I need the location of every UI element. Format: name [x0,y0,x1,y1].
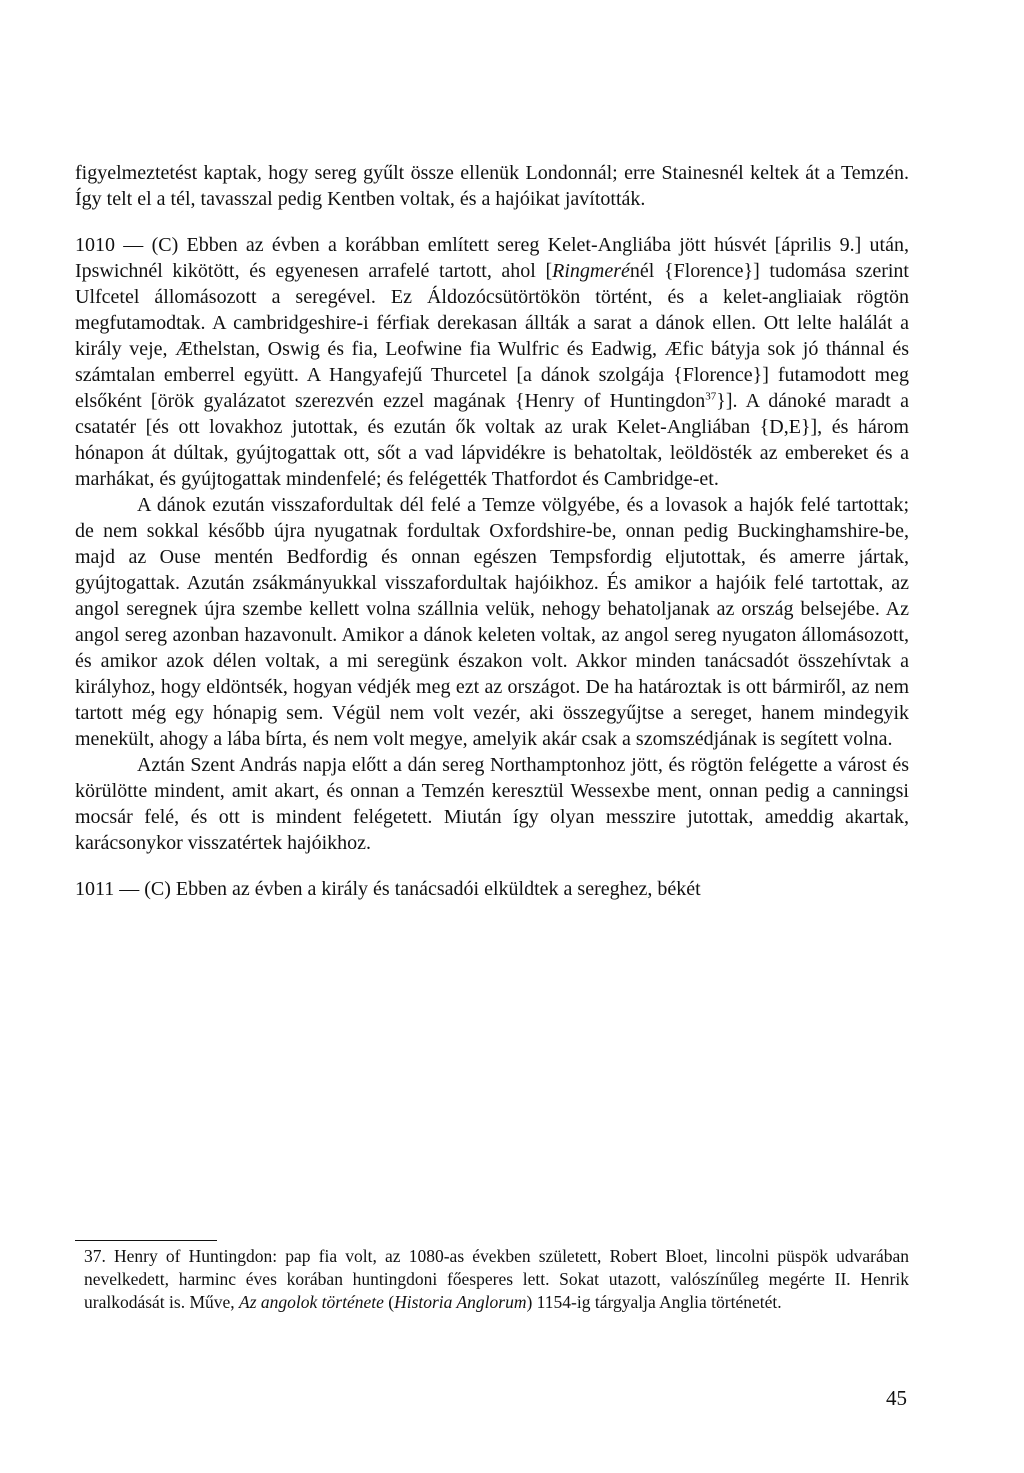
entry-gap [75,856,909,876]
paragraph-continuation: figyelmeztetést kaptak, hogy sereg gyűlt össze ellenük Londonnál; erre Stainesnél keltek át a Temzén. Így telt el a tél, tavasszal pedig Kentben voltak, és a hajóikat javították. [75,162,909,210]
footnote-text-a: 37. Henry of Huntingdon: pap fia volt, az 1080-as években született, Robert Bloet, lincolni püspök udvarában nevelkedett, harminc éves korában huntingdoni főesperes lett. Sokat utazott, valószínűleg megérte II. Henrik uralkodását is. Műve, [84,1246,909,1312]
paragraph-danes-return: A dánok ezután visszafordultak dél felé a Temze völgyébe, és a lovasok a hajók felé tartottak; de nem sokkal később újra nyugatnak fordultak Oxfordshire-be, onnan pedig Buckinghamshire-be, majd az Ouse mentén Bedfordig és onnan egészen Tempsfordig eljutottak, és amerre jártak, gyújtogattak. Azután zsákmányukkal visszafordultak hajóikhoz. És amikor a hajóik felé tartottak, az angol seregnek újra szembe kellett volna szállnia velük, nehogy behatoljanak az ország belsejébe. Az angol sereg azonban hazavonult. Amikor a dánok keleten voltak, az angol sereg nyugaton állomásozott, és amikor azok délen voltak, a mi seregünk északon volt. Akkor minden tanácsadót összehívtak a királyhoz, hogy eldöntsék, hogyan védjék meg ezt az országot. De ha határoztak is ott bármiről, az nem tartott még egy hónapig sem. Végül nem volt vezér, aki összegyűjtse a sereget, hanem mindegyik menekült, ahogy a lába bírta, és nem volt megye, amelyik akár csak a szomszédjának is segített volna. [75,494,909,750]
page-number: 45 [886,1386,907,1410]
footnote-reference: 37 [705,390,717,403]
footnote-text-c: ) 1154-ig tárgyalja Anglia történetét. [526,1292,782,1312]
footnote-37 [84,1245,909,1314]
entry-1010-text-c: }]. A dánoké maradt a csatatér [és ott lovakhoz jutottak, és ezután ők voltak az urak Kelet-Angliában {D,E}], és három hónapon át dúltak, gyújtogattak ott, sőt a vad lápvidékre is behatoltak, leöldösték az embereket és a marhákat, és gyújtogattak mindenfelé; és felégették Thatfordot és Cambridge-et. [75,390,909,490]
footnote-title-latin: Historia Anglorum [394,1292,527,1312]
entry-1010-text-a: 1010 — (C) Ebben az évben a korábban említett sereg Kelet-Angliába jött húsvét [április 9.] után, Ipswichnél kikötött, és egyenesen arrafelé tartott, ahol [ [75,234,909,282]
entry-gap [75,212,909,232]
footnote-text-b: ( [383,1292,395,1312]
footnote-title-hungarian: Az angolok története [239,1292,384,1312]
footnote-area [75,1240,909,1314]
entry-1011: 1011 — (C) Ebben az évben a király és tanácsadói elküldtek a sereghez, békét [75,878,701,900]
footnote-rule [75,1240,217,1241]
page-body [75,160,909,902]
entry-1010-text-b: nél {Florence}] tudomása szerint Ulfcetel állomásozott a seregével. Ez Áldozócsütörtökön történt, és a kelet-angliaiak rögtön megfutamodtak. A cambridgeshire-i férfiak derekasan állták a sarat a dánok ellen. Ott lelte halálát a király veje, Æthelstan, Oswig és fia, Leofwine fia Wulfric és Eadwig, Æfic bátyja sok jó thánnal és számtalan emberrel együtt. A Hangyafejű Thurcetel [a dánok szolgája {Florence}] futamodott meg elsőként [örök gyalázatot szerezvén ezzel magának {Henry of Huntingdon [75,260,909,412]
paragraph-saint-andrew: Aztán Szent András napja előtt a dán sereg Northamptonhoz jött, és rögtön felégette a várost és körülötte mindent, amit akart, és onnan a Temzén keresztül Wessexbe ment, onnan pedig a canningsi mocsár felé, és ott is mindent felégetett. Miután így olyan messzire jutottak, ameddig akartak, karácsonykor visszatértek hajóikhoz. [75,754,909,854]
entry-1010 [75,232,909,492]
ringmere-italic: Ringmeré [552,260,630,282]
